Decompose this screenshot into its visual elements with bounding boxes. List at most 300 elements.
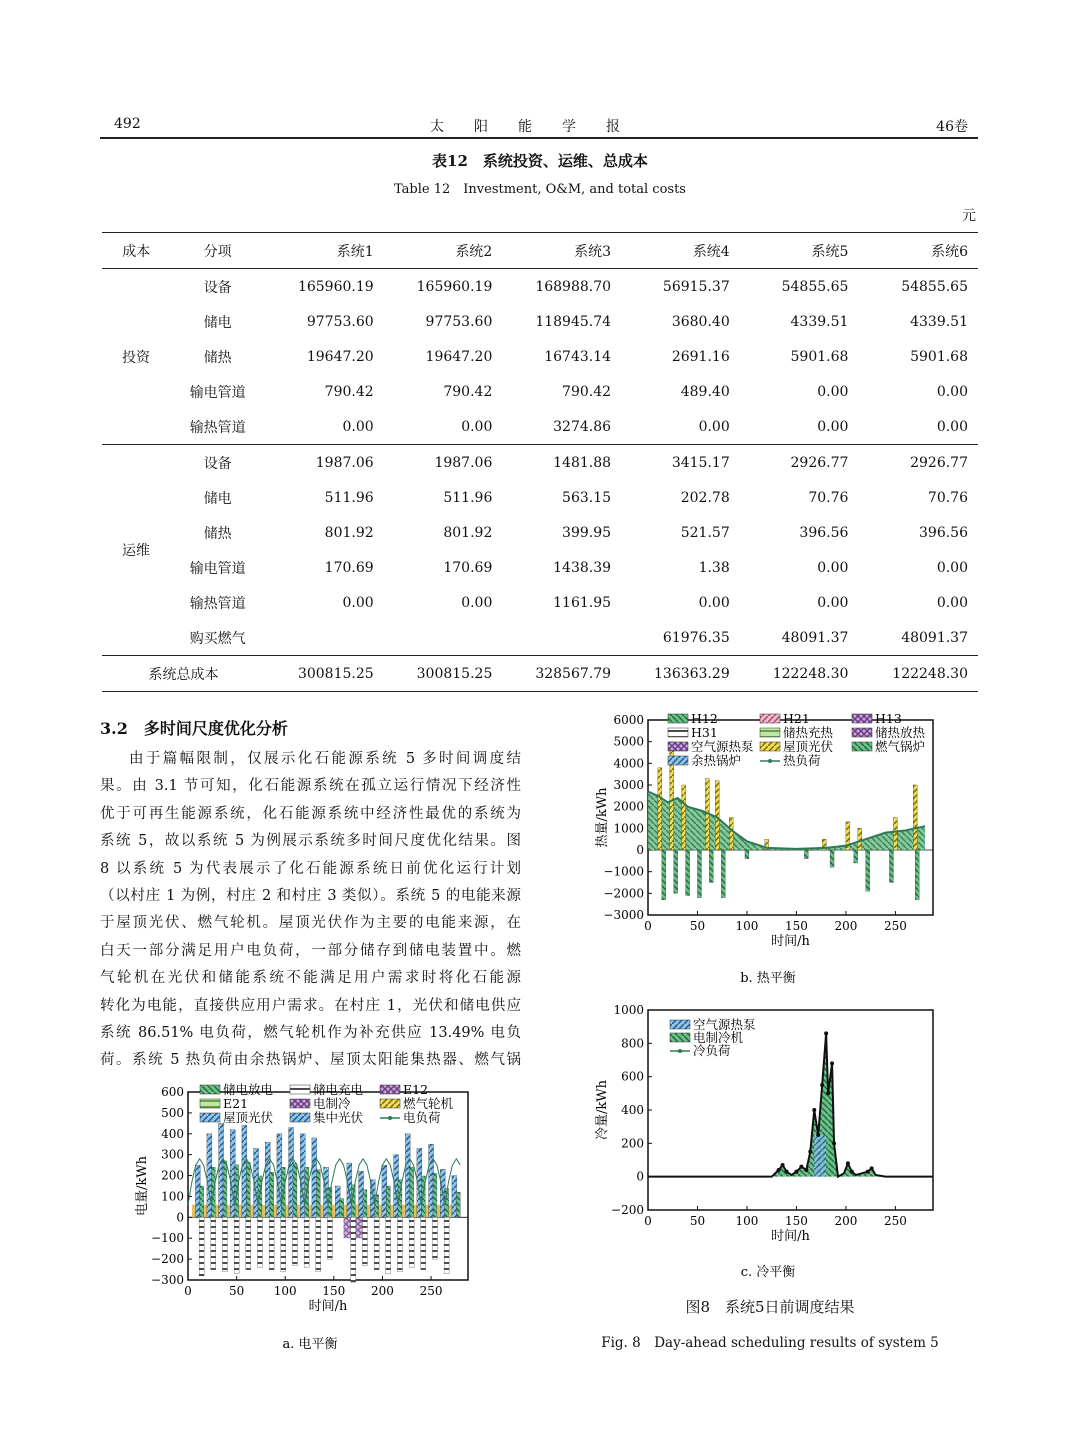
cold-load-point (850, 1170, 854, 1174)
table-row (102, 304, 978, 339)
row-item: 输热管道 (189, 419, 246, 436)
section-body (100, 746, 521, 1075)
table-total-row (102, 656, 978, 692)
legend-label: 储热放热 (875, 725, 926, 740)
y-tick-label: −100 (151, 1231, 184, 1246)
paragraph-line: 气轮机在光伏和储能系统不能满足用户需求时将化石能源 (100, 970, 521, 987)
x-axis-label: 时间/h (771, 934, 810, 949)
legend-swatch (852, 714, 872, 723)
cell-value: 5901.68 (790, 348, 849, 365)
cell-value: 399.95 (562, 524, 612, 541)
cell-value: 563.15 (562, 489, 612, 506)
paragraph-line: （以村庄 1 为例，村庄 2 和村庄 3 类似）。系统 5 的电能来源 (100, 888, 521, 905)
x-tick-label: 50 (228, 1284, 245, 1298)
y-tick-label: 1000 (613, 821, 644, 836)
legend-label: 储电放电 (223, 1082, 274, 1097)
table-row (102, 550, 978, 585)
charge-bar (409, 1217, 414, 1267)
total-value: 122248.30 (892, 665, 968, 682)
x-tick-label: 200 (370, 1284, 394, 1298)
group-label: 运维 (122, 543, 150, 559)
heat-charge-bar (745, 850, 749, 859)
legend-swatch (290, 1099, 310, 1108)
x-axis-label: 时间/h (771, 1229, 810, 1244)
cold-load-point (812, 1108, 816, 1112)
legend-swatch (200, 1113, 220, 1122)
cell-value: 0.00 (817, 559, 849, 576)
chart-cold-balance (588, 1000, 958, 1285)
table-row (102, 620, 978, 656)
cell-value (384, 620, 503, 656)
cell-value: 396.56 (799, 524, 849, 541)
cell-value: 0.00 (936, 559, 968, 576)
cell-value: 489.40 (680, 383, 730, 400)
cell-value: 48091.37 (781, 629, 849, 646)
plot-frame (648, 1010, 933, 1210)
cell-value: 0.00 (461, 594, 493, 611)
row-item: 储电 (203, 314, 232, 331)
cell-value: 170.69 (324, 559, 374, 576)
cell-value: 1.38 (698, 559, 730, 576)
figure-caption-cn: 图8 系统5日前调度结果 (685, 1298, 855, 1316)
table-group-investment (102, 269, 978, 445)
cell-value: 4339.51 (790, 313, 849, 330)
cold-load-point (781, 1163, 785, 1167)
y-tick-label: −300 (151, 1273, 184, 1287)
cell-value: 54855.65 (781, 278, 849, 295)
cell-value: 790.42 (324, 383, 374, 400)
col-header: 系统6 (931, 243, 968, 260)
discharge-bar (375, 1195, 379, 1218)
row-item: 输电管道 (189, 384, 246, 401)
table-row (102, 585, 978, 620)
legend-swatch (380, 1085, 400, 1094)
cell-value: 1438.39 (553, 559, 612, 576)
x-tick-label: 200 (834, 1214, 858, 1228)
y-tick-label: 0 (176, 1210, 184, 1225)
legend-marker (678, 1049, 682, 1053)
cost-table (102, 232, 978, 692)
col-header: 系统5 (811, 243, 849, 260)
cold-load-point (832, 1141, 836, 1145)
charge-bar (351, 1217, 356, 1282)
cold-load-point (777, 1168, 781, 1172)
cell-value: 5901.68 (910, 348, 968, 365)
y-tick-label: 100 (161, 1189, 184, 1204)
chart-electric-balance (130, 1080, 480, 1350)
table-row (102, 409, 978, 445)
cell-value: 511.96 (443, 489, 493, 506)
cell-value: 2691.16 (671, 348, 730, 365)
discharge-bar (386, 1186, 390, 1217)
cell-value: 202.78 (680, 489, 730, 506)
x-tick-label: 100 (273, 1284, 297, 1298)
heat-discharge-bar (682, 785, 686, 850)
x-axis-label: 时间/h (308, 1299, 348, 1314)
discharge-bar (340, 1199, 344, 1218)
total-value: 136363.29 (654, 665, 730, 682)
cell-value: 4339.51 (910, 313, 968, 330)
legend-label: 空气源热泵 (693, 1017, 756, 1032)
y-tick-label: −1000 (603, 864, 644, 879)
y-tick-label: −200 (611, 1203, 644, 1217)
legend-label: 余热锅炉 (691, 753, 742, 768)
cold-load-point (820, 1083, 824, 1087)
y-tick-label: −2000 (603, 886, 644, 901)
cell-value: 0.00 (342, 594, 374, 611)
paragraph-line: 系统 5，故以系统 5 为例展示系统多时间尺度优化结果。图 (100, 833, 521, 850)
cell-value: 3680.40 (671, 313, 730, 330)
cell-value: 19647.20 (306, 348, 374, 365)
charge-bar (246, 1217, 251, 1269)
y-tick-label: 0 (636, 843, 644, 857)
y-tick-label: −3000 (603, 908, 644, 922)
col-header: 分项 (203, 243, 232, 260)
cell-value: 165960.19 (297, 278, 374, 295)
legend-label: 集中光伏 (313, 1110, 364, 1125)
table-row (102, 339, 978, 374)
cell-value (502, 620, 621, 656)
cell-value: 48091.37 (901, 629, 968, 646)
gas-boiler-area (648, 792, 925, 851)
discharge-bar (246, 1162, 250, 1217)
table-caption-cn: 表12 系统投资、运维、总成本 (432, 152, 648, 170)
y-tick-label: 200 (621, 1136, 644, 1151)
heat-discharge-bar (729, 818, 733, 851)
page-number: 492 (114, 116, 141, 132)
discharge-bar (293, 1163, 297, 1217)
legend-swatch (760, 728, 780, 737)
col-header: 系统4 (692, 243, 730, 260)
y-tick-label: 600 (161, 1085, 184, 1099)
charge-bar (421, 1217, 426, 1269)
chart-title: c. 冷平衡 (740, 1265, 796, 1280)
y-tick-label: 300 (161, 1147, 184, 1162)
charge-bar (269, 1217, 274, 1269)
legend-swatch (670, 1033, 690, 1042)
x-tick-label: 150 (784, 919, 808, 933)
cell-value: 801.92 (324, 524, 374, 541)
x-tick-label: 0 (644, 919, 652, 933)
legend-label: 空气源热泵 (691, 739, 754, 754)
y-tick-label: 400 (621, 1103, 644, 1117)
charge-bar (386, 1217, 391, 1273)
cell-value: 2926.77 (910, 454, 968, 471)
row-item: 设备 (203, 279, 232, 296)
discharge-bar (433, 1173, 437, 1217)
cell-value: 97753.60 (425, 313, 493, 330)
y-tick-label: 800 (621, 1036, 644, 1051)
row-item: 储电 (203, 490, 232, 507)
cell-value: 3415.17 (671, 454, 730, 471)
x-tick-label: 0 (644, 1214, 652, 1228)
y-axis-label: 电量/kWh (135, 1156, 150, 1216)
charge-bar (316, 1217, 321, 1271)
discharge-bar (316, 1170, 320, 1218)
col-header: 系统1 (336, 243, 374, 260)
cell-value: 0.00 (698, 418, 730, 435)
heat-charge-bar (709, 850, 713, 883)
charge-bar (327, 1217, 332, 1259)
cell-value: 801.92 (443, 524, 493, 541)
charge-bar (374, 1217, 379, 1269)
y-tick-label: 5000 (613, 734, 644, 749)
charge-bar (397, 1217, 402, 1271)
paragraph-line: 由于篇幅限制，仅展示化石能源系统 5 多时间调度结 (129, 751, 521, 767)
chart-heat-balance (588, 710, 958, 988)
row-item: 储热 (203, 349, 232, 366)
cell-value: 54855.65 (901, 278, 968, 295)
heat-charge-bar (915, 850, 919, 900)
cold-load-point (794, 1170, 798, 1174)
cell-value: 118945.74 (535, 313, 612, 330)
y-tick-label: 4000 (613, 756, 644, 771)
cold-load-point (808, 1150, 812, 1154)
legend-label: 电负荷 (403, 1110, 441, 1125)
cell-value: 0.00 (461, 418, 493, 435)
cold-load-line (648, 1033, 933, 1176)
heat-charge-bar (854, 850, 858, 863)
header-rule (100, 137, 978, 139)
heat-charge-bar (686, 850, 690, 896)
cell-value: 0.00 (817, 383, 849, 400)
heat-discharge-bar (893, 818, 897, 851)
x-tick-label: 250 (419, 1284, 443, 1298)
discharge-bar (363, 1190, 367, 1218)
cold-load-point (866, 1170, 870, 1174)
heat-charge-bar (721, 850, 725, 898)
cell-value: 70.76 (927, 489, 968, 506)
air-heat-pump-area (814, 1135, 826, 1177)
figure-caption-en: Fig. 8 Day-ahead scheduling results of system 5 (601, 1335, 939, 1351)
legend-swatch (290, 1085, 310, 1094)
cold-load-point (870, 1166, 874, 1170)
legend-label: E21 (223, 1096, 249, 1111)
y-tick-label: 6000 (613, 713, 644, 727)
y-tick-label: 200 (161, 1168, 184, 1183)
heat-charge-bar (830, 850, 834, 867)
charge-bar (432, 1217, 437, 1259)
legend-label: 屋顶光伏 (223, 1110, 274, 1125)
charge-bar (234, 1217, 239, 1273)
y-tick-label: 600 (621, 1069, 644, 1084)
cell-value: 511.96 (324, 489, 374, 506)
cell-value: 170.69 (443, 559, 493, 576)
cold-load-point (816, 1133, 820, 1137)
cell-value: 0.00 (936, 383, 968, 400)
cell-value: 0.00 (817, 594, 849, 611)
table-header-row (102, 233, 978, 269)
heat-discharge-bar (715, 781, 719, 850)
cold-load-point (785, 1170, 789, 1174)
discharge-bar (410, 1167, 414, 1217)
cold-load-point (846, 1161, 850, 1165)
y-tick-label: 500 (161, 1105, 184, 1120)
row-item: 输热管道 (189, 595, 246, 612)
legend-swatch (668, 714, 688, 723)
y-axis-label: 冷量/kWh (595, 1080, 610, 1140)
cell-value: 70.76 (808, 489, 849, 506)
col-header: 成本 (122, 243, 151, 260)
x-tick-label: 100 (735, 919, 759, 933)
cell-value: 56915.37 (662, 278, 730, 295)
heat-discharge-bar (913, 785, 917, 850)
paragraph-line: 转化为电能，直接供应用户需求。在村庄 1，光伏和储电供应 (100, 997, 521, 1014)
charge-bar (211, 1217, 216, 1269)
total-value: 300815.25 (416, 665, 493, 682)
paragraph-line: 系统 86.51% 电负荷，燃气轮机作为补充供应 13.49% 电负 (100, 1025, 521, 1042)
legend-marker (388, 1116, 392, 1120)
cell-value: 1161.95 (553, 594, 612, 611)
cell-value: 0.00 (936, 418, 968, 435)
cold-load-point (804, 1168, 808, 1172)
group-label: 投资 (122, 349, 150, 366)
x-tick-label: 50 (689, 919, 706, 933)
col-header: 系统2 (455, 243, 493, 260)
legend-swatch (200, 1085, 220, 1094)
cold-load-point (826, 1091, 830, 1095)
col-header: 系统3 (574, 243, 612, 260)
y-tick-label: 400 (161, 1126, 184, 1141)
legend-swatch (852, 742, 872, 751)
table-row (102, 269, 978, 305)
y-tick-label: 1000 (613, 1003, 644, 1017)
x-tick-label: 150 (784, 1214, 808, 1228)
chart-title: a. 电平衡 (282, 1337, 338, 1350)
cell-value: 0.00 (817, 418, 849, 435)
table-row (102, 445, 978, 481)
cell-value: 1481.88 (553, 454, 612, 471)
charge-bar (199, 1217, 204, 1275)
discharge-bar (270, 1172, 274, 1217)
legend-swatch (760, 714, 780, 723)
legend-swatch (670, 1020, 690, 1029)
volume: 46卷 (936, 119, 968, 135)
total-value: 300815.25 (297, 665, 374, 682)
discharge-bar (223, 1161, 227, 1217)
cell-value: 1987.06 (315, 454, 374, 471)
table-row (102, 515, 978, 550)
total-label: 系统总成本 (148, 666, 219, 683)
charge-bar (304, 1217, 309, 1267)
cell-value: 790.42 (562, 383, 612, 400)
total-value: 122248.30 (772, 665, 849, 682)
discharge-bar (200, 1186, 204, 1217)
discharge-bar (456, 1192, 460, 1217)
table-group-om (102, 445, 978, 656)
legend-label: H31 (691, 725, 718, 740)
x-tick-label: 0 (184, 1284, 192, 1298)
paragraph-line: 荷。系统 5 热负荷由余热锅炉、屋顶太阳能集热器、燃气锅 (100, 1052, 521, 1069)
cold-load-point (830, 1061, 834, 1065)
x-tick-label: 50 (689, 1214, 706, 1228)
cell-value: 396.56 (919, 524, 968, 541)
cell-value: 97753.60 (306, 313, 374, 330)
charge-bar (281, 1217, 286, 1271)
heat-charge-bar (662, 850, 666, 900)
chart-title: b. 热平衡 (740, 971, 796, 986)
heat-discharge-bar (858, 828, 862, 850)
running-header (100, 116, 980, 138)
cell-value: 19647.20 (425, 348, 493, 365)
cell-value (265, 620, 384, 656)
x-tick-label: 150 (322, 1284, 346, 1298)
legend-swatch (668, 742, 688, 751)
cell-value: 165960.19 (416, 278, 493, 295)
section-title: 3.2 多时间尺度优化分析 (100, 719, 288, 738)
x-tick-label: 100 (735, 1214, 759, 1228)
charge-bar (444, 1217, 449, 1273)
paragraph-line: 优于可再生能源系统，化石能源系统中经济性最优的系统为 (100, 805, 521, 822)
legend-marker (768, 759, 772, 763)
legend-label: H21 (783, 711, 810, 726)
y-axis-label: 热量/kWh (595, 787, 610, 848)
y-tick-label: −200 (151, 1252, 184, 1267)
cell-value: 3274.86 (553, 418, 612, 435)
cold-load-point (824, 1031, 828, 1035)
paragraph-line: 白天一部分满足用户电负荷，一部分储存到储电装置中。燃 (100, 942, 521, 959)
legend-label: 冷负荷 (693, 1043, 731, 1058)
legend-swatch (668, 756, 688, 765)
heat-charge-bar (866, 850, 870, 891)
total-value: 328567.79 (535, 665, 612, 682)
y-tick-label: 3000 (613, 778, 644, 792)
table-caption-en: Table 12 Investment, O&M, and total costs (394, 182, 686, 197)
legend-swatch (200, 1099, 220, 1108)
legend-swatch (668, 728, 688, 737)
table-row (102, 374, 978, 409)
legend-label: H13 (875, 711, 902, 726)
legend-label: 屋顶光伏 (783, 739, 834, 754)
charge-bar (257, 1217, 262, 1267)
paragraph-line: 果。由 3.1 节可知，化石能源系统在孤立运行情况下经济性 (100, 778, 521, 795)
heat-charge-bar (674, 850, 678, 893)
y-tick-label: 0 (636, 1169, 644, 1184)
table-row (102, 480, 978, 515)
heat-charge-bar (697, 850, 701, 898)
cell-value: 790.42 (443, 383, 493, 400)
cell-value: 1987.06 (434, 454, 493, 471)
cell-value: 0.00 (342, 418, 374, 435)
x-tick-label: 250 (883, 919, 907, 933)
charge-bar (222, 1217, 227, 1271)
heat-discharge-bar (658, 768, 662, 850)
charge-bar (292, 1217, 297, 1265)
cell-value: 0.00 (936, 594, 968, 611)
row-item: 购买燃气 (189, 630, 246, 647)
legend-label: 燃气轮机 (403, 1096, 454, 1111)
paragraph-line: 8 以系统 5 为代表展示了化石能源系统日前优化运行计划 (100, 860, 521, 877)
cell-value: 61976.35 (662, 629, 730, 646)
paragraph-line: 于屋顶光伏、燃气轮机。屋顶光伏作为主要的电能来源，在 (100, 915, 521, 932)
heat-charge-bar (804, 850, 808, 859)
legend-label: 热负荷 (783, 753, 821, 768)
x-tick-label: 200 (834, 919, 858, 933)
cell-value: 168988.70 (535, 278, 612, 295)
cell-value: 2926.77 (790, 454, 849, 471)
cell-value: 0.00 (698, 594, 730, 611)
electric-chiller-area (648, 1033, 933, 1176)
table-unit: 元 (962, 208, 976, 224)
legend-label: 电制冷机 (693, 1030, 744, 1045)
legend-swatch (760, 742, 780, 751)
legend-label: 储热充热 (783, 725, 834, 740)
heat-charge-bar (889, 850, 893, 883)
charge-bar (362, 1217, 367, 1265)
legend-swatch (852, 728, 872, 737)
x-tick-label: 250 (883, 1214, 907, 1228)
legend-label: E12 (403, 1082, 429, 1097)
